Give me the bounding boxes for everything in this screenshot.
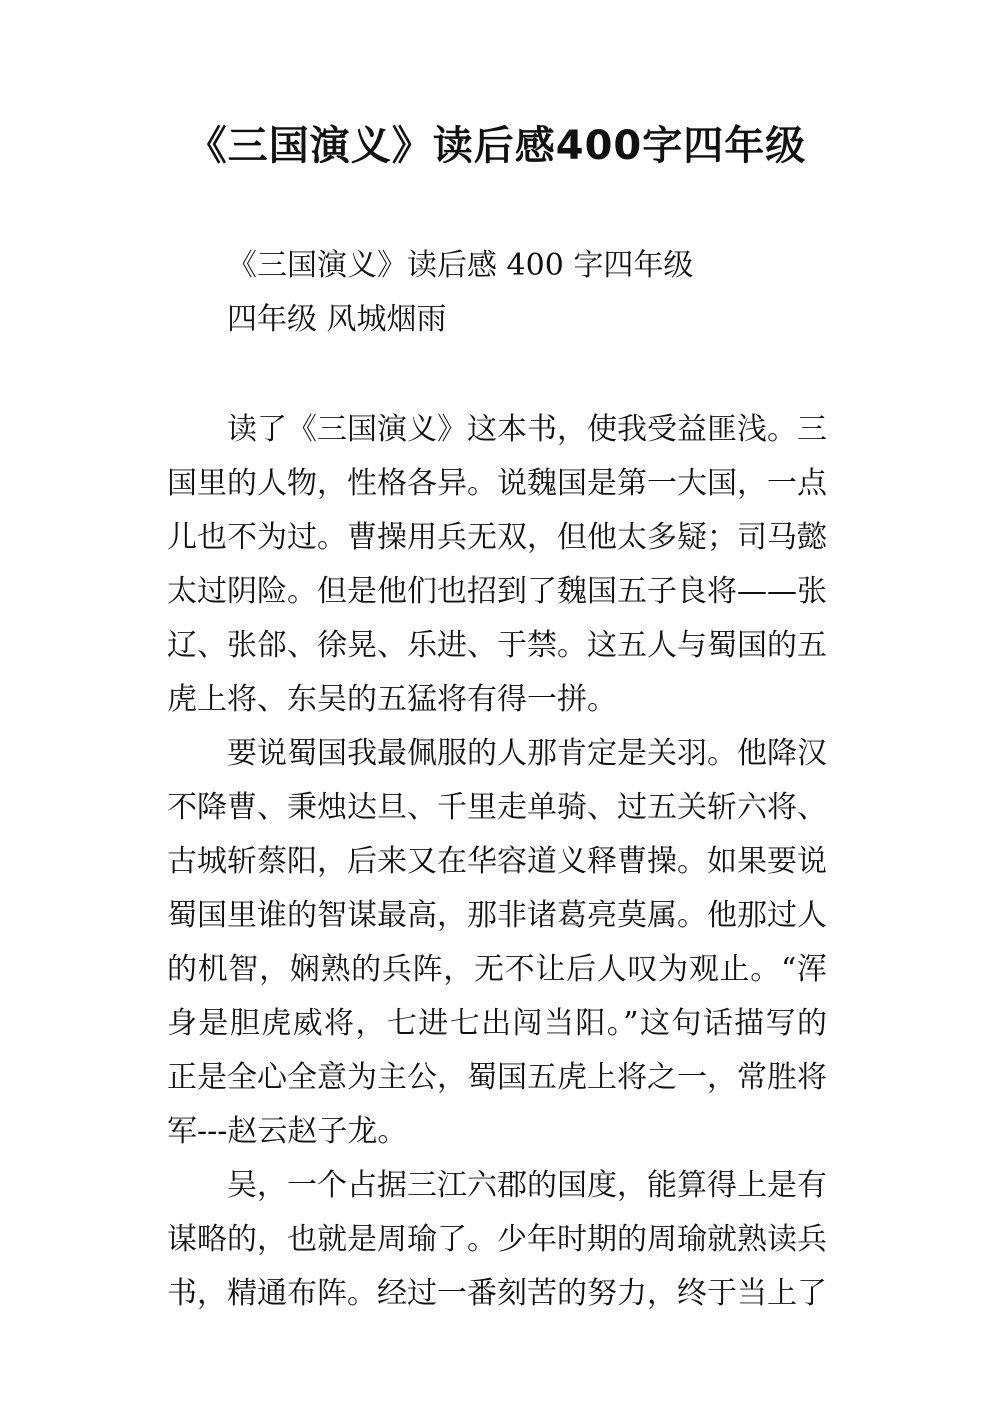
document-title: 《三国演义》读后感400字四年级 bbox=[186, 123, 807, 169]
document-subtitle: 《三国演义》读后感 400 字四年级 bbox=[227, 248, 694, 283]
author-line: 四年级 风城烟雨 bbox=[227, 302, 447, 337]
paragraph: 读了《三国演义》这本书，使我受益匪浅。三国里的人物，性格各异。说魏国是第一大国，一点儿也不为过。曹操用兵无双，但他太多疑；司马懿太过阴险。但是他们也招到了魏国五子良将——张辽、张郃、徐晃、乐进、于禁。这五人与蜀国的五虎上将、东吴的五猛将有得一拼。 bbox=[167, 412, 827, 717]
paragraph: 吴，一个占据三江六郡的国度，能算得上是有谋略的，也就是周瑜了。少年时期的周瑜就熟读兵书，精通布阵。经过一番刻苦的努力，终于当上了 bbox=[167, 1168, 827, 1311]
document-body bbox=[167, 403, 827, 1321]
paragraph: 要说蜀国我最佩服的人那肯定是关羽。他降汉不降曹、秉烛达旦、千里走单骑、过五关斩六将、古城斩蔡阳，后来又在华容道义释曹操。如果要说蜀国里谁的智谋最高，那非诸葛亮莫属。他那过人的机智，娴熟的兵阵，无不让后人叹为观止。“浑身是胆虎威将，七进七出闯当阳。”这句话描写的正是全心全意为主公，蜀国五虎上将之一，常胜将军---赵云赵子龙。 bbox=[167, 736, 827, 1149]
